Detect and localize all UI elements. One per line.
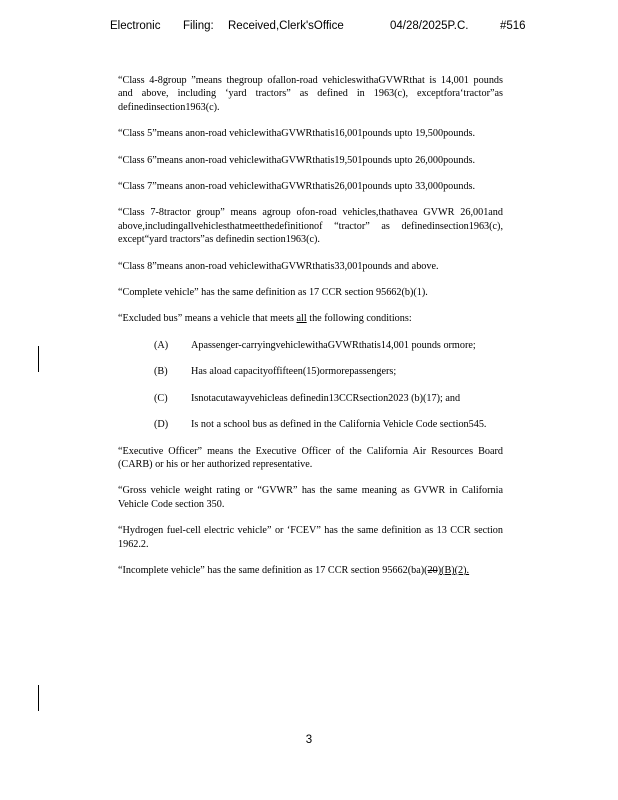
header-date: 04/28/2025P.C. [390,20,469,32]
definition-incomplete-vehicle [118,564,503,577]
condition-text: Is not a school bus as defined in the California Vehicle Code section545. [191,419,487,431]
condition-label: (B) [154,366,168,378]
change-bar [38,346,39,372]
condition-item [118,418,503,431]
definition-class-6: “Class 6”means anon-road vehiclewithaGVWRthatis19,501pounds upto 26,000pounds. [118,154,476,166]
page-number: 3 [305,734,313,746]
definition-class-5: “Class 5”means anon-road vehiclewithaGVWRthatis16,001pounds upto 19,500pounds. [118,128,476,140]
definition-class-7-8-tractor: “Class 7-8tractor group” means agroup ofon-road vehicles,thathavea GVWR 26,001and above,includingallvehiclesthatmeetthedefinitionof “tractor” as definedinsection1963(c), except“yard tractors”as definedin section1963(c). [118,207,503,246]
condition-text: Has aload capacityoffifteen(15)ormorepassengers; [191,366,397,378]
definition-class-4-8-group: “Class 4-8group ”means thegroup ofallon-road vehicleswithaGVWRthat is 14,001 pounds and above, including ‘yard tractors” as defined in 1963(c), exceptfora‘tractor”as definedinsection1963(c). [118,75,503,113]
excluded-bus-outro: the following conditions: [306,313,412,325]
definition-fcev: “Hydrogen fuel-cell electric vehicle” or ‘FCEV” has the same definition as 13 CCR section 1962.2. [118,525,503,550]
change-bar [38,685,39,711]
condition-text: Isnotacutawayvehicleas definedin13CCRsection2023 (b)(17); and [191,392,461,404]
definition-class-7: “Class 7”means anon-road vehiclewithaGVWRthatis26,001pounds upto 33,000pounds. [118,181,476,193]
definition-complete-vehicle: “Complete vehicle” has the same definition as 17 CCR section 95662(b)(1). [118,287,428,299]
header-received: Received,Clerk'sOffice [228,20,344,32]
incomplete-vehicle-struck: 20 [427,564,438,576]
incomplete-vehicle-text: “Incomplete vehicle” has the same definition as 17 CCR section 95662(ba)( [118,564,428,576]
excluded-bus-all-underlined: all [296,313,307,325]
header-filing: Filing: [183,20,214,32]
definition-excluded-bus [118,312,503,325]
condition-item [118,339,503,352]
condition-item [118,365,503,378]
condition-item [118,392,503,405]
condition-label: (D) [154,419,169,431]
incomplete-vehicle-added: )(B)(2). [437,564,470,576]
definition-executive-officer: “Executive Officer” means the Executive Officer of the California Air Resources Board (CARB) or his or her authorized representative. [118,445,503,470]
condition-label: (A) [154,339,169,351]
condition-label: (C) [154,392,168,404]
condition-text: Apassenger-carryingvehiclewithaGVWRthatis14,001 pounds ormore; [191,339,476,351]
excluded-bus-intro: “Excluded bus” means a vehicle that meets [118,313,297,325]
definition-gvwr: “Gross vehicle weight rating or “GVWR” has the same meaning as GVWR in California Vehicle Code section 350. [118,485,503,510]
definition-class-8: “Class 8”means anon-road vehiclewithaGVWRthatis33,001pounds and above. [118,260,439,272]
header-electronic: Electronic [110,20,161,32]
header-number: #516 [500,20,526,32]
document-body [118,74,503,577]
